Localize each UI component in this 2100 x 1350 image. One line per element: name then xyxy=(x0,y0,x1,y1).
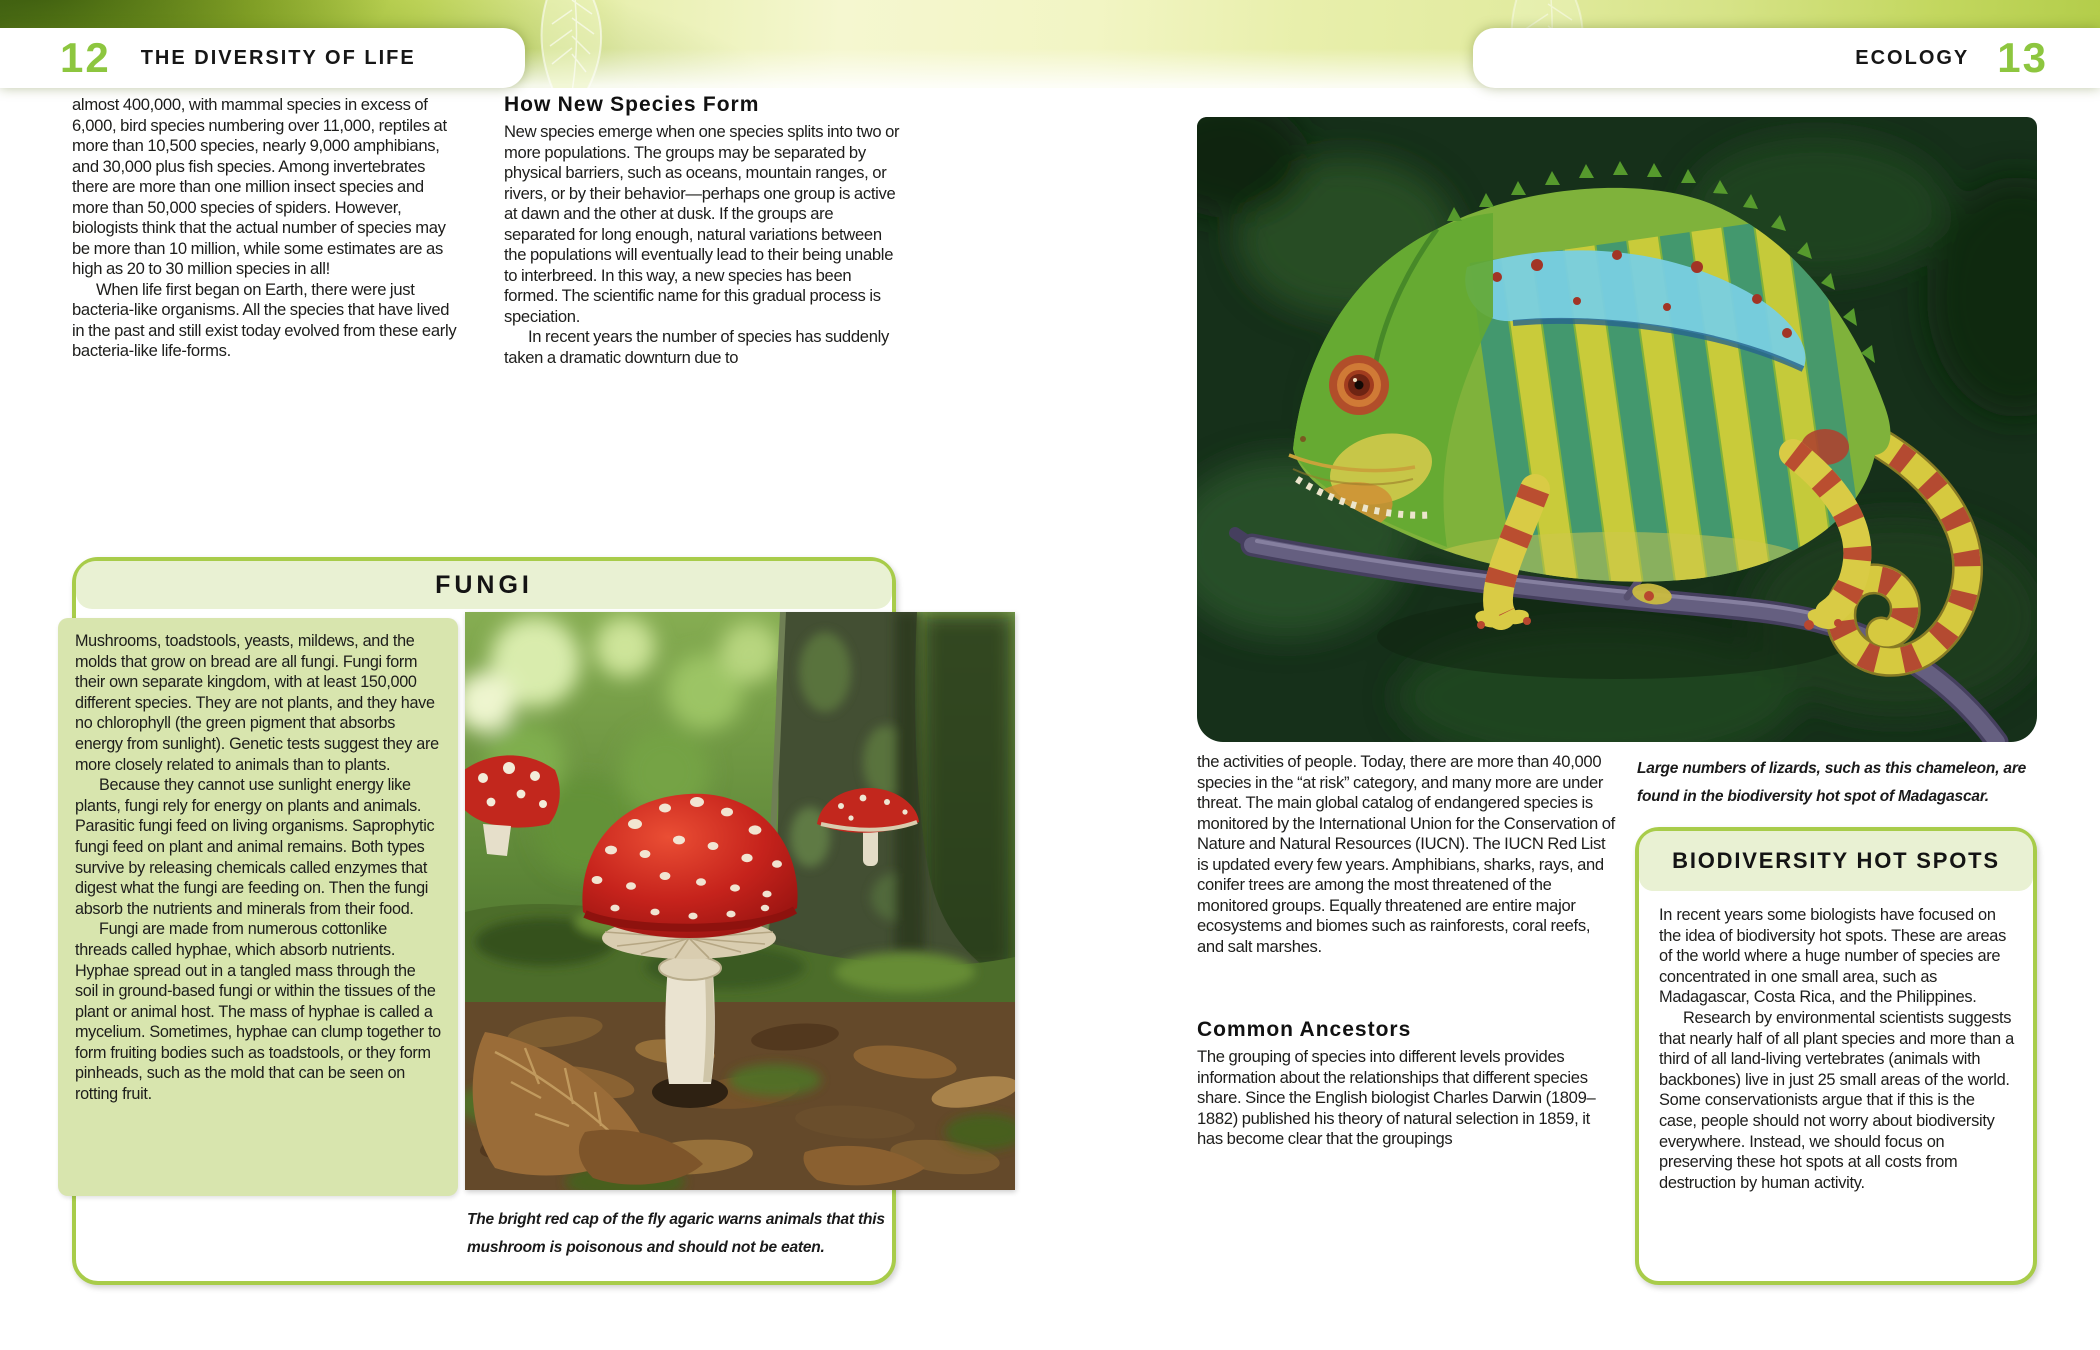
page-title-left: THE DIVERSITY OF LIFE xyxy=(140,47,416,69)
fungi-text-panel xyxy=(58,618,458,1196)
body-paragraph: Because they cannot use sunlight energy like plants, fungi rely for energy on plants and animals. Parasitic fungi feed on living organisms. Saprophytic fungi feed on plant and animal remains. Both types survive by releasing chemicals called enzymes that digest what the fungi are feeding on. Then the fungi absorb the nutrients and minerals from their food. xyxy=(75,776,435,918)
mushroom-photo-caption: The bright red cap of the fly agaric warns animals that this mushroom is poisonous and should not be eaten. xyxy=(467,1211,885,1256)
left-column-2 xyxy=(504,92,906,368)
right-column-1 xyxy=(1197,752,1617,1150)
fungi-title-band xyxy=(76,561,892,609)
chameleon-photo xyxy=(1197,117,2037,742)
biodiversity-hot-spots-box xyxy=(1635,827,2037,1285)
chameleon-photo-caption: Large numbers of lizards, such as this chameleon, are found in the biodiversity hot spot of Madagascar. xyxy=(1637,760,2027,805)
section-heading-common-ancestors: Common Ancestors xyxy=(1197,1018,1412,1041)
left-column-1 xyxy=(72,95,464,362)
section-heading-new-species: How New Species Form xyxy=(504,93,760,116)
page-number-left: 12 xyxy=(60,34,111,81)
fungi-title: FUNGI xyxy=(435,570,533,599)
fly-agaric-mushroom-photo xyxy=(465,612,1015,1190)
top-banner xyxy=(0,0,2100,88)
body-paragraph: In recent years the number of species has suddenly taken a dramatic downturn due to xyxy=(504,327,890,367)
page-title-right: ECOLOGY xyxy=(1855,47,1970,69)
hotspots-text xyxy=(1639,891,2033,1281)
body-paragraph: almost 400,000, with mammal species in excess of 6,000, bird species numbering over 11,000, reptiles at more than 10,500 species, nearly 9,000 amphibians, and 30,000 plus fish species. Among invertebrates there are more than one million insect species and more than 50,000 species of spiders. However, biologists think that the actual number of species may be more than 10 million, while some estimates are as high as 20 to 30 million species in all! xyxy=(72,95,447,278)
hotspots-title: BIODIVERSITY HOT SPOTS xyxy=(1672,848,2000,873)
hotspots-title-band xyxy=(1639,831,2033,891)
body-paragraph: In recent years some biologists have focused on the idea of biodiversity hot spots. These are areas of the world where a huge number of species are concentrated in one small area, such as Madagascar, Costa Rica, and the Philippines. xyxy=(1659,906,2007,1007)
body-paragraph: The grouping of species into different levels provides information about the relationships that different species share. Since the English biologist Charles Darwin (1809–1882) published his theory of natural selection in 1859, it has become clear that the groupings xyxy=(1197,1047,1596,1148)
body-paragraph: Fungi are made from numerous cottonlike threads called hyphae, which absorb nutrients. Hyphae spread out in a tangled mass through the soil in ground-based fungi or within the tissues of the plant or animal host. The mass of hyphae is called a mycelium. Sometimes, hyphae can clump together to form fruiting bodies such as toadstools, or they form pinheads, such as the mold that can be seen on rotting fruit. xyxy=(75,920,441,1104)
body-paragraph: When life first began on Earth, there were just bacteria-like organisms. All the species that have lived in the past and still exist today evolved from these early bacteria-like life-forms. xyxy=(72,279,457,360)
body-paragraph: Mushrooms, toadstools, yeasts, mildews, and the molds that grow on bread are all fungi. Fungi form their own separate kingdom, with at least 150,000 different species. They are not plants, and they have no chlorophyll (the green pigment that absorbs energy from sunlight). Genetic tests suggest they are more closely related to animals than to plants. xyxy=(75,632,439,774)
body-paragraph: the activities of people. Today, there are more than 40,000 species in the “at risk” category, and many more are under threat. The main global catalog of endangered species is monitored by the International Union for the Conservation of Nature and Natural Resources (IUCN). The IUCN Red List is updated every few years. Amphibians, sharks, rays, and conifer trees are among the most threatened of the monitored groups. Equally threatened are entire major ecosystems and biomes such as rainforests, coral reefs, and salt marshes. xyxy=(1197,752,1615,956)
body-paragraph: Research by environmental scientists suggests that nearly half of all plant species and more than a third of all land-living vertebrates (animals with backbones) live in just 25 small areas of the world. Some conservationists argue that if this is the case, people should not worry about biodiversity everywhere. Instead, we should focus on preserving these hot spots at all costs from destruction by human activity. xyxy=(1659,1008,2014,1192)
body-paragraph: New species emerge when one species splits into two or more populations. The groups may be separated by physical barriers, such as oceans, mountain ranges, or rivers, or by their behavior—perhaps one group is active at dawn and the other at dusk. If the groups are separated for long enough, natural variations between the populations will eventually lead to their being unable to interbreed. In this way, a new species has been formed. The scientific name for this gradual process is speciation. xyxy=(504,122,900,326)
page-header-left xyxy=(0,28,525,88)
page-number-right: 13 xyxy=(1997,34,2048,81)
page-header-right xyxy=(1473,28,2100,88)
